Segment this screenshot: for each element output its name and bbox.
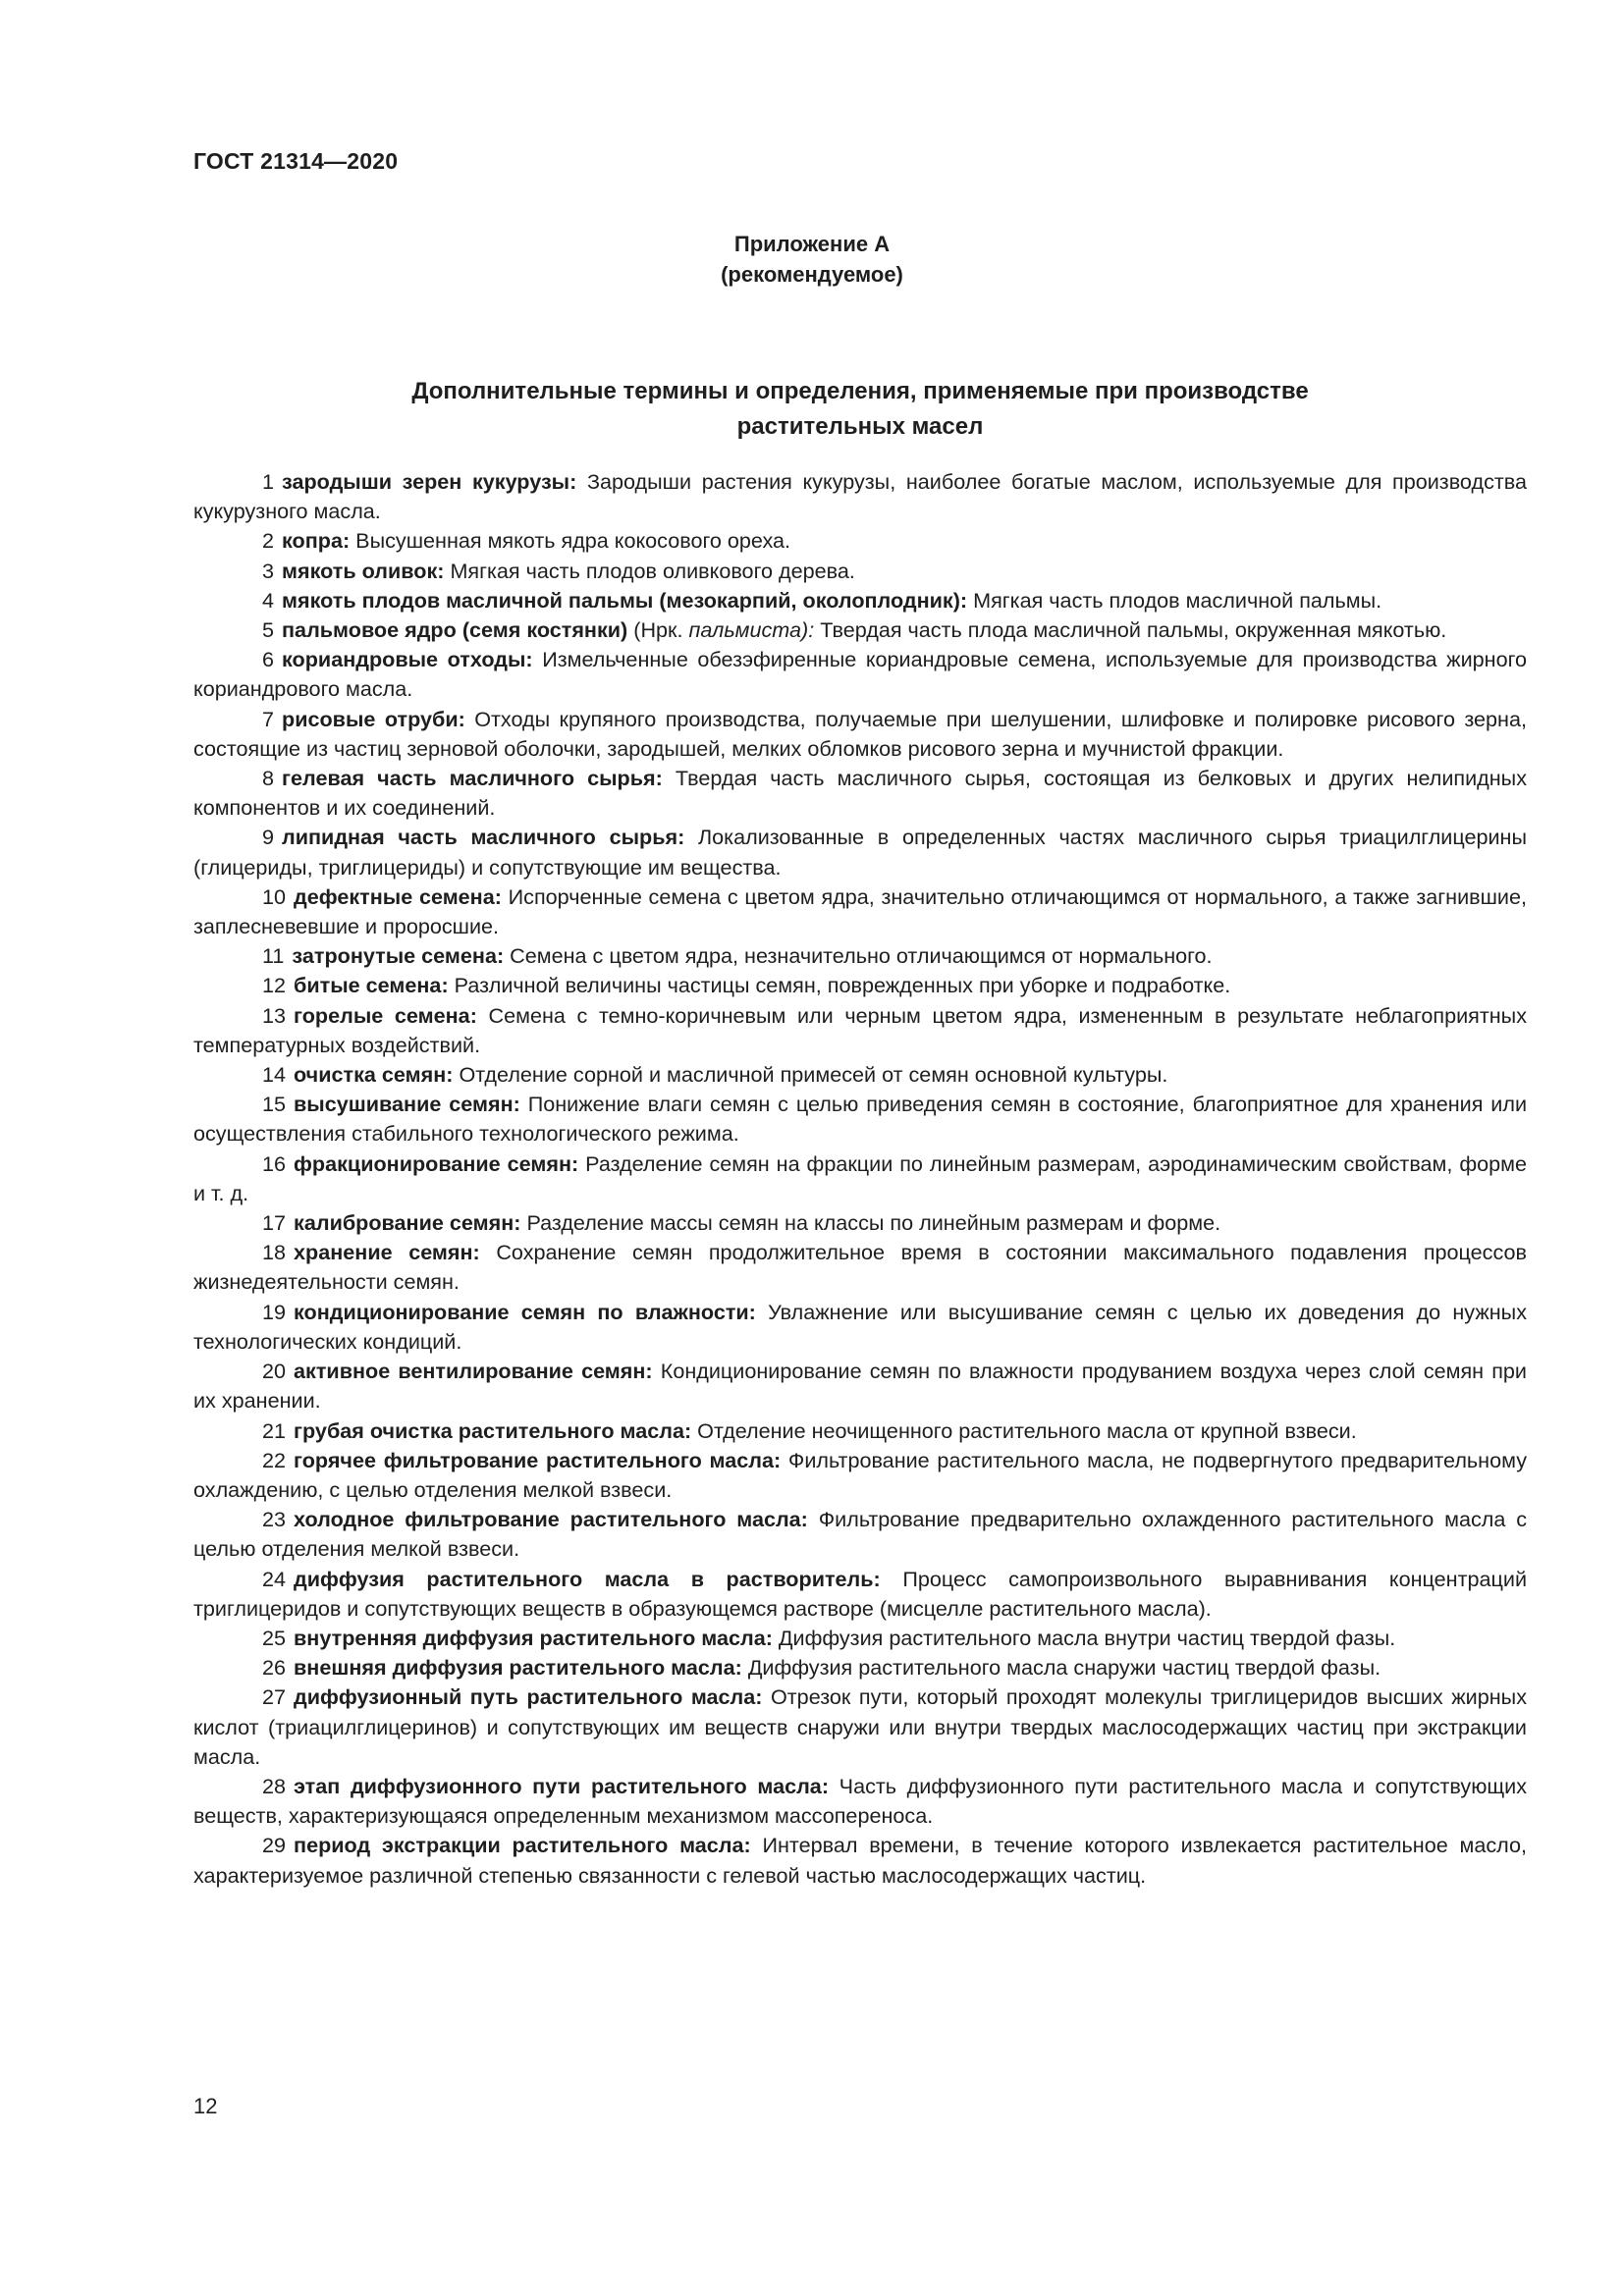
term-definition: Зародыши растения кукурузы, наиболее богатые маслом, используемые для производства кукурузного масла. (193, 469, 1527, 524)
term-definition: Семена с цветом ядра, незначительно отличающимся от нормального. (510, 943, 1213, 969)
term-entry (193, 1682, 1527, 1772)
term-number: 3 (262, 558, 275, 583)
term-definition: Высушенная мякоть ядра кокосового ореха. (355, 528, 791, 554)
term-number: 10 (262, 883, 287, 909)
term-entry (193, 705, 1527, 764)
term-entry (193, 586, 1527, 615)
term-definition: Процесс самопроизвольного выравнивания концентраций триглицеридов и сопутствующих веществ в образующемся растворе (мисцелле растительного масла). (193, 1566, 1528, 1621)
term-definition: Мягкая часть плодов масличной пальмы. (973, 587, 1382, 613)
term-number: 21 (262, 1417, 287, 1443)
term-definition: Понижение влаги семян с целью приведения семян в состояние, благоприятное для хранения или осуществления стабильного технологического режима. (193, 1092, 1528, 1147)
term-entry (193, 1624, 1527, 1653)
term-number: 2 (262, 528, 275, 554)
term-definition: Диффузия растительного масла внутри частиц твердой фазы. (778, 1625, 1396, 1650)
term-definition: Локализованные в определенных частях масличного сырья триацилглицерины (глицериды, триглицериды) и сопутствующие им вещества. (193, 825, 1528, 880)
term-definition: Фильтрование растительного масла, не подвергнутого предварительному охлаждению, с целью отделения мелкой взвеси. (193, 1447, 1527, 1502)
term-name: хранение семян: (294, 1240, 480, 1265)
term-name: диффузионный путь растительного масла: (294, 1684, 763, 1710)
term-name: дефектные семена: (294, 883, 502, 909)
term-number: 16 (262, 1150, 287, 1176)
term-entry (193, 882, 1527, 941)
term-definition: Испорченные семена с цветом ядра, значительно отличающимся от нормального, а также загнившие, заплесневевшие и проросшие. (193, 883, 1528, 939)
term-name: внутренняя диффузия растительного масла: (294, 1625, 773, 1650)
term-entry (193, 645, 1527, 704)
term-number: 28 (262, 1773, 287, 1798)
section-title-line-2: растительных масел (736, 413, 984, 440)
term-name: кориандровые отходы: (282, 647, 533, 672)
term-number: 20 (262, 1359, 287, 1384)
term-name: внешняя диффузия растительного масла: (294, 1655, 742, 1681)
term-entry (193, 1357, 1527, 1415)
term-entry (193, 1565, 1527, 1624)
term-number: 22 (262, 1447, 287, 1472)
term-definition: Увлажнение или высушивание семян с целью их доведения до нужных технологических кондиций. (193, 1299, 1528, 1354)
term-definition: Твердая часть плода масличной пальмы, окруженная мякотью. (820, 617, 1447, 643)
appendix-subtitle: (рекомендуемое) (721, 262, 903, 287)
term-name: мякоть плодов масличной пальмы (мезокарпий, околоплодник): (282, 587, 968, 613)
term-definition: Сохранение семян продолжительное время в состоянии максимального подавления процессов жизнедеятельности семян. (193, 1240, 1527, 1295)
terms-list (193, 467, 1527, 1891)
term-number: 4 (262, 587, 275, 613)
term-definition: Семена с темно-коричневым или черным цветом ядра, измененным в результате неблагоприятных температурных воздействий. (193, 1002, 1528, 1057)
term-entry (193, 1653, 1527, 1682)
term-entry (193, 1416, 1527, 1446)
term-number: 19 (262, 1299, 287, 1324)
term-definition: Отходы крупяного производства, получаемые при шелушении, шлифовке и полировке рисового зерна, состоящие из частиц зерновой оболочки, зародышей, мелких обломков рисового зерна и мучнистой фракции. (193, 706, 1527, 761)
term-number: 18 (262, 1240, 287, 1265)
term-name: битые семена: (294, 973, 449, 998)
term-name: калибрование семян: (294, 1210, 521, 1236)
term-entry (193, 467, 1527, 526)
term-name: мякоть оливок: (282, 558, 445, 583)
term-entry (193, 557, 1527, 586)
term-name: гелевая часть масличного сырья: (282, 766, 663, 791)
term-note-italic: пальмиста): (688, 617, 815, 643)
term-entry (193, 1238, 1527, 1297)
term-definition: Разделение семян на фракции по линейным размерам, аэродинамическим свойствам, форме и т. д. (193, 1150, 1527, 1205)
term-name: холодное фильтрование растительного масла: (294, 1507, 808, 1532)
section-title-line-1: Дополнительные термины и определения, применяемые при производстве (411, 378, 1309, 404)
term-entry (193, 1060, 1527, 1090)
term-name: рисовые отруби: (282, 706, 465, 731)
term-definition: Часть диффузионного пути растительного масла и сопутствующих веществ, характеризующаяся определенным механизмом массопереноса. (193, 1773, 1528, 1829)
term-name: зародыши зерен кукурузы: (282, 469, 577, 494)
term-definition: Отрезок пути, который проходят молекулы триглицеридов высших жирных кислот (триацилглицеринов) и сопутствующих им веществ снаружи или внутри твердых маслосодержащих частиц при экстракции масла. (193, 1684, 1527, 1769)
term-name: грубая очистка растительного масла: (294, 1417, 692, 1443)
term-entry (193, 764, 1527, 823)
term-entry (193, 971, 1527, 1000)
term-number: 8 (262, 766, 275, 791)
term-number: 17 (262, 1210, 287, 1236)
term-number: 11 (262, 943, 285, 969)
term-number: 24 (262, 1566, 287, 1591)
term-entry (193, 526, 1527, 556)
term-entry (193, 1149, 1527, 1208)
term-number: 6 (262, 647, 275, 672)
term-definition: Разделение массы семян на классы по линейным размерам и форме. (526, 1210, 1221, 1236)
term-entry (193, 1090, 1527, 1148)
term-entry (193, 1298, 1527, 1357)
term-entry (193, 823, 1527, 881)
term-name: копра: (282, 528, 351, 554)
term-entry (193, 941, 1527, 971)
term-definition: Отделение неочищенного растительного масла от крупной взвеси. (697, 1417, 1357, 1443)
term-number: 25 (262, 1625, 287, 1650)
term-entry (193, 1446, 1527, 1505)
term-name: активное вентилирование семян: (294, 1359, 653, 1384)
term-name: высушивание семян: (294, 1092, 520, 1117)
page-number: 12 (193, 2094, 218, 2118)
term-definition: Различной величины частицы семян, поврежденных при уборке и подработке. (454, 973, 1231, 998)
term-number: 27 (262, 1684, 287, 1710)
term-name: затронутые семена: (292, 943, 505, 969)
term-entry (193, 1208, 1527, 1238)
term-name: пальмовое ядро (семя костянки) (282, 617, 628, 643)
term-name: этап диффузионного пути растительного масла: (294, 1773, 830, 1798)
term-number: 26 (262, 1655, 287, 1681)
term-number: 7 (262, 706, 275, 731)
term-entry (193, 1772, 1527, 1831)
term-number: 12 (262, 973, 287, 998)
term-entry (193, 1001, 1527, 1060)
term-definition: Фильтрование предварительно охлажденного растительного масла с целью отделения мелкой взвеси. (193, 1507, 1528, 1562)
term-entry (193, 1831, 1527, 1890)
term-definition: Диффузия растительного масла снаружи частиц твердой фазы. (747, 1655, 1381, 1681)
term-name: очистка семян: (294, 1062, 454, 1088)
term-name: горелые семена: (294, 1002, 477, 1028)
term-number: 15 (262, 1092, 287, 1117)
term-name: кондиционирование семян по влажности: (294, 1299, 756, 1324)
term-name: фракционирование семян: (294, 1150, 579, 1176)
term-entry (193, 1505, 1527, 1564)
term-name: диффузия растительного масла в растворитель: (294, 1566, 881, 1591)
term-note: (Нрк. (633, 617, 683, 643)
term-number: 9 (262, 825, 275, 850)
term-definition: Интервал времени, в течение которого извлекается растительное масло, характеризуемое различной степенью связанности с гелевой частью маслосодержащих частиц. (193, 1833, 1528, 1888)
term-number: 29 (262, 1833, 287, 1858)
section-title (193, 374, 1527, 445)
term-number: 14 (262, 1062, 287, 1088)
term-definition: Мягкая часть плодов оливкового дерева. (450, 558, 855, 583)
term-number: 1 (262, 469, 275, 494)
term-number: 23 (262, 1507, 287, 1532)
document-code: ГОСТ 21314—2020 (193, 148, 399, 174)
term-name: период экстракции растительного масла: (294, 1833, 751, 1858)
term-name: горячее фильтрование растительного масла: (294, 1447, 782, 1472)
term-definition: Твердая часть масличного сырья, состоящая из белковых и других нелипидных компонентов и их соединений. (193, 766, 1527, 821)
appendix-title: Приложение А (733, 232, 891, 256)
term-definition: Кондиционирование семян по влажности продуванием воздуха через слой семян при их хранении. (193, 1359, 1527, 1414)
term-number: 13 (262, 1002, 287, 1028)
term-definition: Отделение сорной и масличной примесей от семян основной культуры. (459, 1062, 1168, 1088)
term-number: 5 (262, 617, 275, 643)
term-definition: Измельченные обезэфиренные кориандровые семена, используемые для производства жирного кориандрового масла. (193, 647, 1528, 702)
term-name: липидная часть масличного сырья: (282, 825, 685, 850)
term-entry (193, 615, 1527, 645)
